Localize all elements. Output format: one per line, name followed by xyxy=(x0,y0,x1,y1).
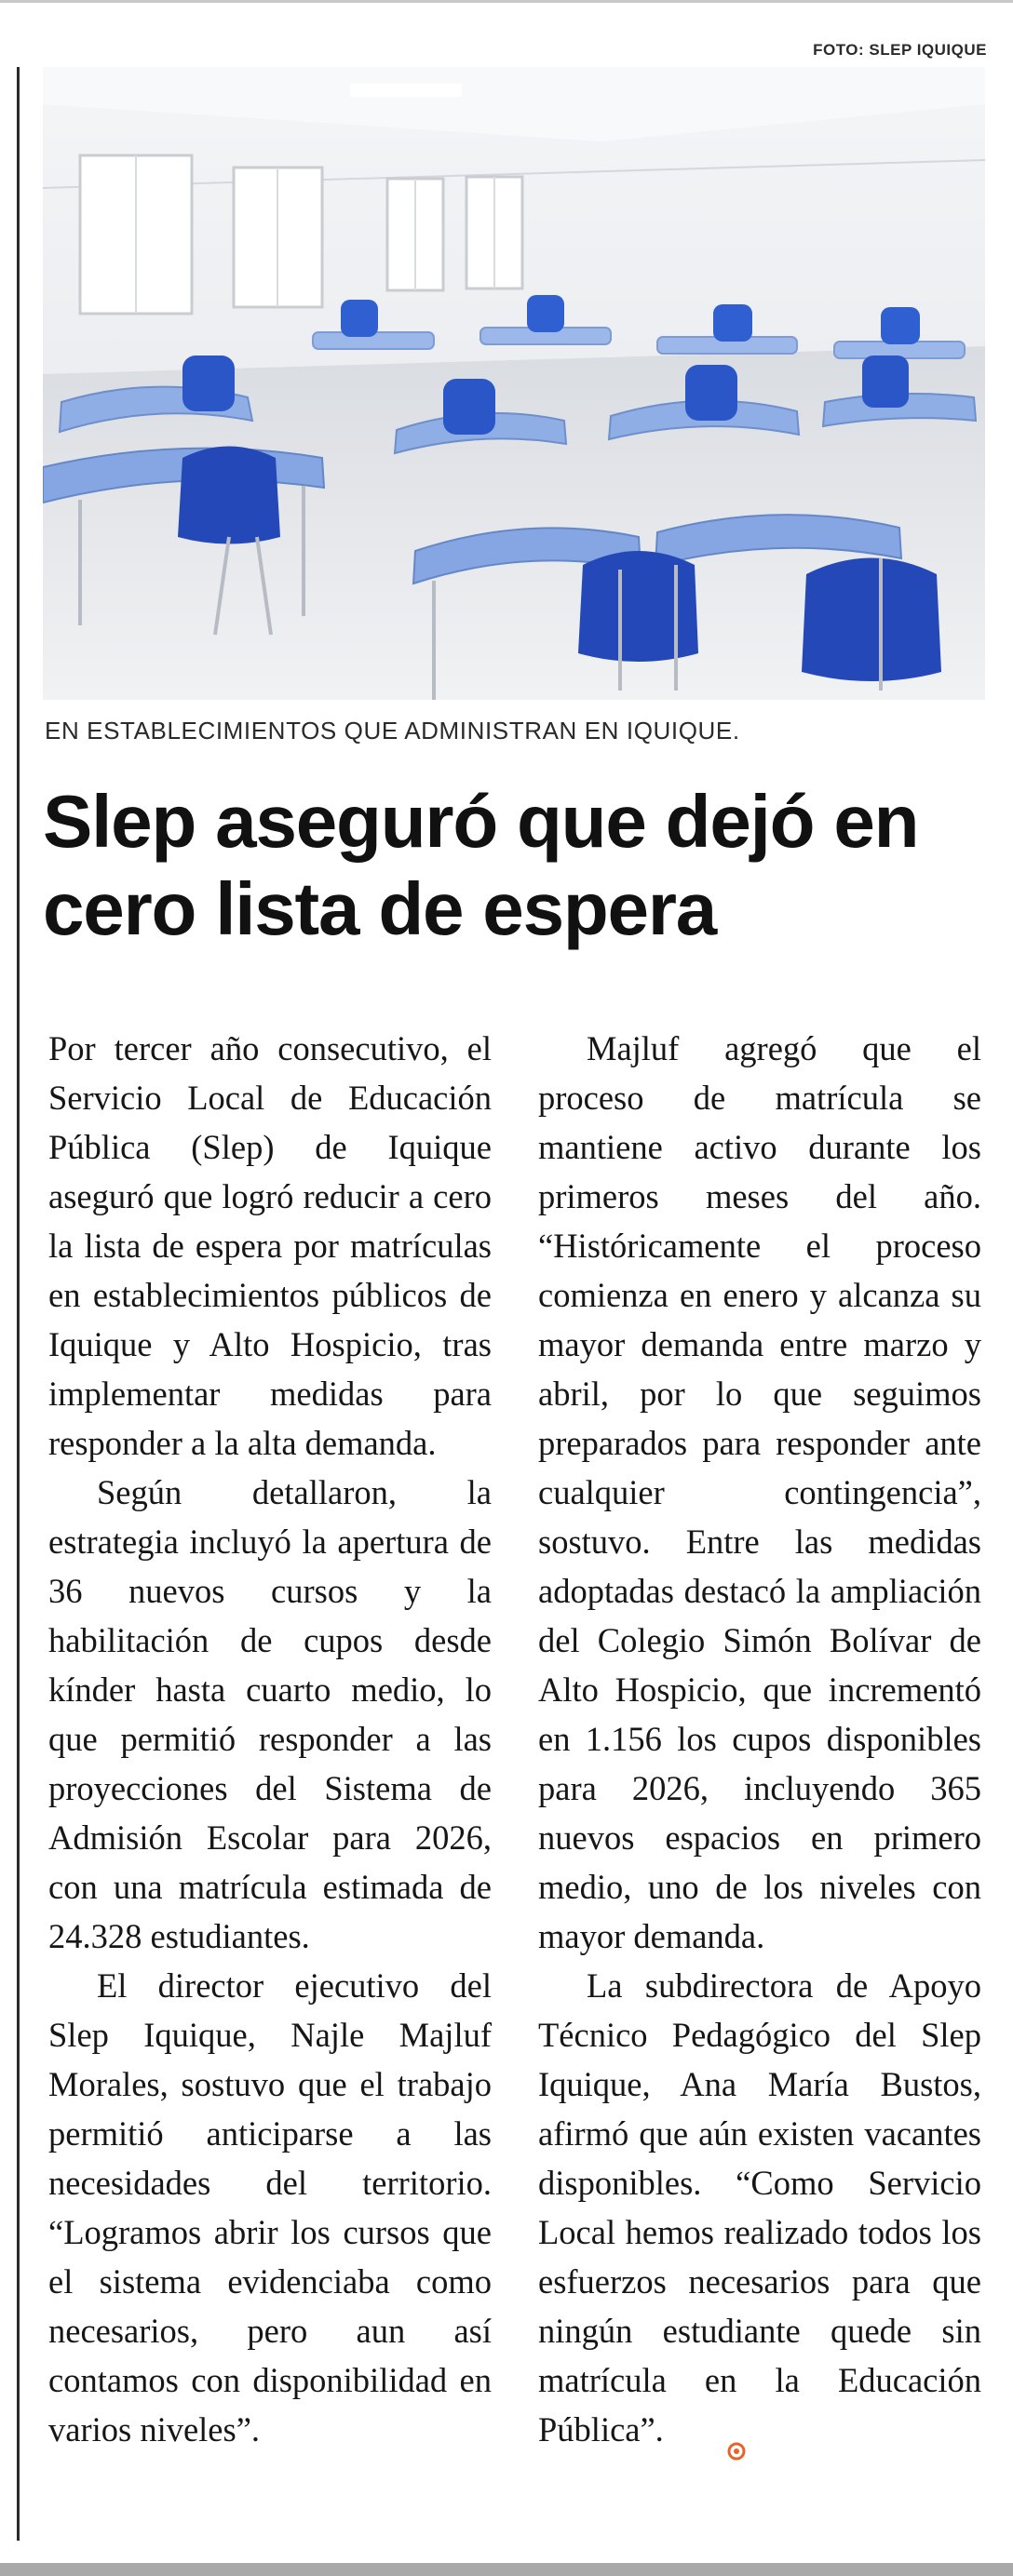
classroom-photo xyxy=(43,67,985,700)
end-of-article-icon xyxy=(679,2424,697,2443)
paragraph: El director ejecutivo del Slep Iquique, Najle Majluf Morales, sostuvo que el trabajo permitió anticiparse a las necesidades del territorio. “Logramos abrir los cursos que el sistema evidenciaba como necesarios, pero aun así contamos con disponibilidad en varios niveles”. xyxy=(48,1966,492,2449)
article-column-left xyxy=(48,1024,492,2454)
bottom-rule xyxy=(0,2563,1013,2576)
paragraph: Por tercer año consecutivo, el Servicio Local de Educación Pública (Slep) de Iquique aseguró que logró reducir a cero la lista de espera por matrículas en establecimientos públicos de Iquique y Alto Hospicio, tras implementar medidas para responder a la alta demanda. xyxy=(48,1029,492,1462)
paragraph: Majluf agregó que el proceso de matrícula se mantiene activo durante los primeros meses del año. “Históricamente el proceso comienza en enero y alcanza su mayor demanda entre marzo y abril, por lo que seguimos preparados para responder ante cualquier contingencia”, sostuvo. Entre las medidas adoptadas destacó la ampliación del Colegio Simón Bolívar de Alto Hospicio, que incrementó en 1.156 los cupos disponibles para 2026, incluyendo 365 nuevos espacios en primero medio, uno de los niveles con mayor demanda. xyxy=(538,1029,981,1955)
top-rule xyxy=(0,0,1013,3)
paragraph-last xyxy=(538,1961,981,2454)
photo-caption: EN ESTABLECIMIENTOS QUE ADMINISTRAN EN IQUIQUE. xyxy=(45,717,740,745)
photo-credit: FOTO: SLEP IQUIQUE xyxy=(813,41,987,59)
article-column-right xyxy=(538,1024,981,2454)
paragraph: Según detallaron, la estrategia incluyó la apertura de 36 nuevos cursos y la habilitación de cupos desde kínder hasta cuarto medio, lo que permitió responder a las proyecciones del Sistema de Admisión Escolar para 2026, con una matrícula estimada de 24.328 estudiantes. xyxy=(48,1473,492,1955)
paragraph-text: La subdirectora de Apoyo Técnico Pedagógico del Slep Iquique, Ana María Bustos, afirmó que aún existen vacantes disponibles. “Como Servicio Local hemos realizado todos los esfuerzos necesarios para que ningún estudiante quede sin matrícula en la Educación Pública”. xyxy=(538,1966,981,2449)
left-column-rule xyxy=(17,67,20,2541)
headline: Slep aseguró que dejó en cero lista de espera xyxy=(43,780,919,950)
